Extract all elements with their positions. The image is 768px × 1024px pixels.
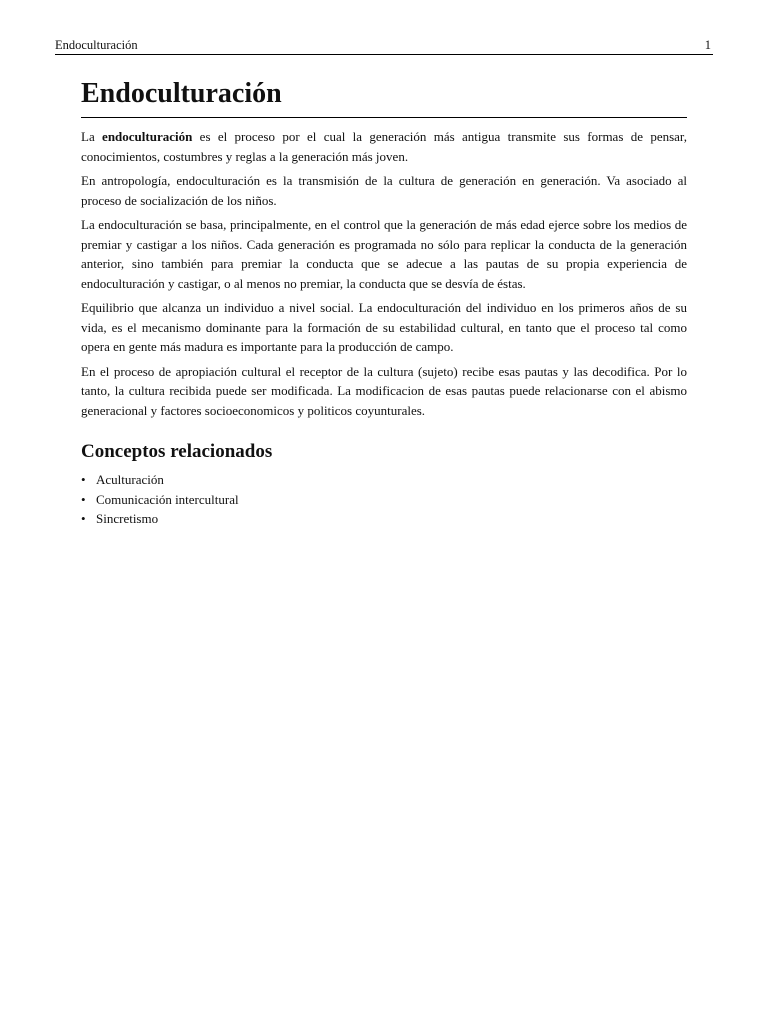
page-number: 1 xyxy=(704,38,711,52)
related-concepts-heading: Conceptos relacionados xyxy=(81,441,273,462)
paragraph-appropriation: En el proceso de apropiación cultural el receptor de la cultura (sujeto) recibe esas pautas y las decodifica. Por lo tanto, la cultura recibida puede ser modificada. La modificacion de esas pautas puede relacionarse con el abismo generacional y factores socioeconomicos y politicos coyunturales. xyxy=(81,363,687,418)
paragraph-control: La endoculturación se basa, principalmente, en el control que la generación de más edad ejerce sobre los medios de premiar y castigar a los niños. Cada generación es programada no sólo para replicar la conducta de la generación anterior, sino también para premiar la conducta que se adecue a las pautas de su propia experiencia de endoculturación y castigar, o al menos no premiar, la conducta que se desvía de éstas. xyxy=(81,217,687,291)
paragraph-equilibrium: Equilibrio que alcanza un individuo a nivel social. La endoculturación del individuo en los primeros años de su vida, es el mecanismo dominante para la formación de su estabilidad cultural, en tanto que el proceso tal como opera en gente más madura es importante para la producción de campo. xyxy=(81,300,687,354)
list-item xyxy=(81,509,687,529)
article-body xyxy=(81,127,687,420)
related-concepts-list xyxy=(81,470,687,529)
paragraph-intro xyxy=(81,127,687,166)
running-header-title: Endoculturación xyxy=(55,38,138,52)
paragraph-intro-term: endoculturación xyxy=(102,129,193,144)
related-link-sincretismo[interactable]: Sincretismo xyxy=(96,511,159,526)
bullet-icon: • xyxy=(81,511,86,526)
paragraph-intro-rest: es el proceso por el cual la generación más antigua transmite sus formas de pensar, conocimientos, costumbres y reglas a la generación más joven. xyxy=(81,129,687,164)
page-title: Endoculturación xyxy=(81,74,687,118)
related-link-aculturacion[interactable]: Aculturación xyxy=(96,472,164,487)
bullet-icon: • xyxy=(81,472,86,487)
article xyxy=(81,74,687,529)
running-header xyxy=(55,37,713,55)
paragraph-intro-lead: La xyxy=(81,129,103,144)
list-item xyxy=(81,470,687,490)
list-item xyxy=(81,490,687,510)
bullet-icon: • xyxy=(81,491,86,507)
related-link-comunicacion-intercultural[interactable]: Comunicación intercultural xyxy=(96,491,239,507)
paragraph-anthropology: En antropología, endoculturación es la transmisión de la cultura de generación en generación. Va asociado al proceso de socialización de los niños. xyxy=(81,173,687,208)
